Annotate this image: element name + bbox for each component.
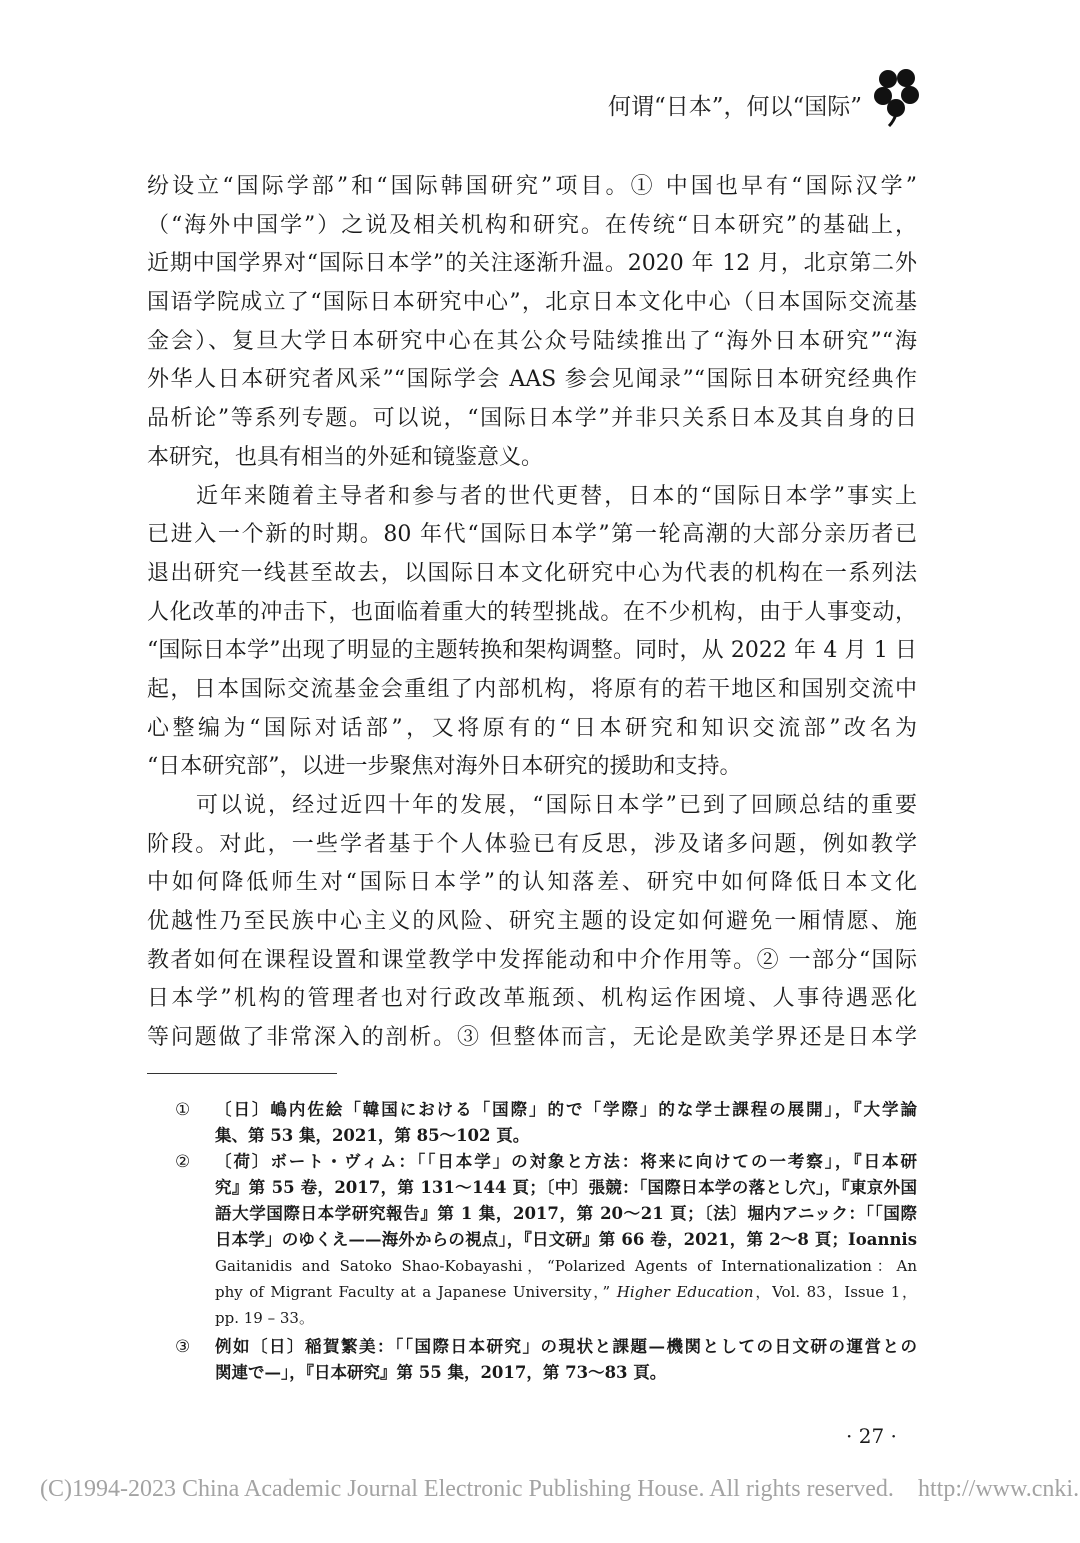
body-line: 起，日本国际交流基金会重组了内部机构，将原有的若干地区和国别交流中 xyxy=(147,676,917,702)
body-line: 等问题做了非常深入的剖析。③ 但整体而言，无论是欧美学界还是日本学 xyxy=(147,1025,917,1051)
journal-title: Higher Education xyxy=(616,1283,754,1301)
body-line: 人化改革的冲击下，也面临着重大的转型挑战。在不少机构，由于人事变动， xyxy=(147,599,917,625)
footnote-line: 日本学」のゆくえ——海外からの視点」，『日文研』第 66 卷，2021，第 2～8 頁；Ioannis xyxy=(215,1230,917,1249)
page-number: · 27 · xyxy=(846,1424,897,1448)
footnote-marker: ② xyxy=(175,1152,191,1172)
footnote xyxy=(175,1097,917,1149)
body-paragraph xyxy=(147,787,917,1058)
body-line: 中如何降低师生对“国际日本学”的认知落差、研究中如何降低日本文化 xyxy=(147,870,917,896)
footnote-segment: ，Vol. 83，Issue 1， xyxy=(753,1283,917,1301)
body-line: 品析论”等系列专题。可以说，“国际日本学”并非只关系日本及其自身的日 xyxy=(147,406,917,432)
body-line: 日本学”机构的管理者也对行政改革瓶颈、机构运作困境、人事待遇恶化 xyxy=(147,986,917,1012)
footnote-line: pp. 19 – 33。 xyxy=(215,1309,314,1327)
body-line: 心整编为“国际对话部”，又将原有的“日本研究和知识交流部”改名为 xyxy=(147,715,917,741)
watermark-url: http://www.cnki. xyxy=(918,1476,1080,1502)
footnote-marker: ① xyxy=(175,1100,191,1120)
body-line: 本研究，也具有相当的外延和镜鉴意义。 xyxy=(147,444,544,470)
body-line: 国语学院成立了“国际日本研究中心”，北京日本文化中心（日本国际交流基 xyxy=(147,290,917,316)
running-title: 何谓“日本”，何以“国际” xyxy=(607,94,862,120)
body-line: 可以说，经过近四十年的发展，“国际日本学”已到了回顾总结的重要 xyxy=(196,793,917,818)
footnote xyxy=(175,1334,917,1386)
body-line: 近年来随着主导者和参与者的世代更替，日本的“国际日本学”事实上 xyxy=(196,483,917,509)
copyright-text: (C)1994-2023 China Academic Journal Electronic Publishing House. All rights reserved. xyxy=(40,1476,894,1502)
footnote xyxy=(175,1149,917,1331)
body-line: 金会）、复旦大学日本研究中心在其公众号陆续推出了“海外日本研究”“海 xyxy=(147,328,917,354)
copyright-watermark xyxy=(0,1472,1080,1512)
footnote-marker: ③ xyxy=(175,1337,191,1357)
footnote-separator xyxy=(147,1073,337,1074)
body-line: 外华人日本研究者风采”“国际学会 AAS 参会见闻录”“国际日本研究经典作 xyxy=(147,367,917,393)
body-text xyxy=(147,168,917,1058)
footnote-line: 〔日〕嶋内佐絵「韓国における「国際」的で「学際」的な学士課程の展開」，『大学論 xyxy=(215,1100,917,1119)
body-paragraph xyxy=(147,168,917,478)
body-line: “日本研究部”，以进一步聚焦对海外日本研究的援助和支持。 xyxy=(147,754,742,780)
body-line: （“海外中国学”）之说及相关机构和研究。在传统“日本研究”的基础上， xyxy=(147,212,917,238)
footnote-line: 〔荷〕ボート・ヴィム：「「日本学」の対象と方法：将来に向けての一考察」，『日本研 xyxy=(215,1152,917,1171)
body-line: 纷设立“国际学部”和“国际韩国研究”项目。① 中国也早有“国际汉学” xyxy=(147,174,917,199)
body-line: 近期中国学界对“国际日本学”的关注逐渐升温。2020 年 12 月，北京第二外 xyxy=(147,251,917,277)
body-line: 退出研究一线甚至故去，以国际日本文化研究中心为代表的机构在一系列法 xyxy=(147,560,917,586)
footnote-line: 語大学国際日本学研究報告』第 1 集，2017，第 20～21 頁；〔法〕堀内アニック：「「国際 xyxy=(215,1204,917,1223)
body-line: “国际日本学”出现了明显的主题转换和架构调整。同时，从 2022 年 4 月 1 日 xyxy=(147,638,917,664)
footnote-line: 集、第 53 集，2021，第 85～102 頁。 xyxy=(215,1126,530,1145)
body-line: 阶段。对此，一些学者基于个人体验已有反思，涉及诸多问题，例如教学 xyxy=(147,831,917,857)
footnote-line: 関連で—」，『日本研究』第 55 集，2017，第 73～83 頁。 xyxy=(215,1363,667,1382)
footnote-line: 究』第 55 卷，2017，第 131～144 頁；〔中〕張競：「国際日本学の落とし穴」，『東京外国 xyxy=(215,1178,917,1197)
footnote-segment: phy of Migrant Faculty at a Japanese University，” xyxy=(215,1283,617,1301)
flower-ornament-icon xyxy=(874,66,920,128)
footnote-line xyxy=(215,1279,917,1305)
body-line: 教者如何在课程设置和课堂教学中发挥能动和中介作用等。② 一部分“国际 xyxy=(147,947,917,973)
body-line: 已进入一个新的时期。80 年代“国际日本学”第一轮高潮的大部分亲历者已 xyxy=(147,522,917,548)
footnote-line: Gaitanidis and Satoko Shao-Kobayashi，“Polarized Agents of Internationalization：An xyxy=(215,1257,917,1275)
body-paragraph xyxy=(147,478,917,788)
footnote-line: 例如〔日〕稲賀繁美：「「国際日本研究」の現状と課題—機関としての日文研の運営との xyxy=(215,1337,917,1356)
body-line: 优越性乃至民族中心主义的风险、研究主题的设定如何避免一厢情愿、施 xyxy=(147,909,917,935)
